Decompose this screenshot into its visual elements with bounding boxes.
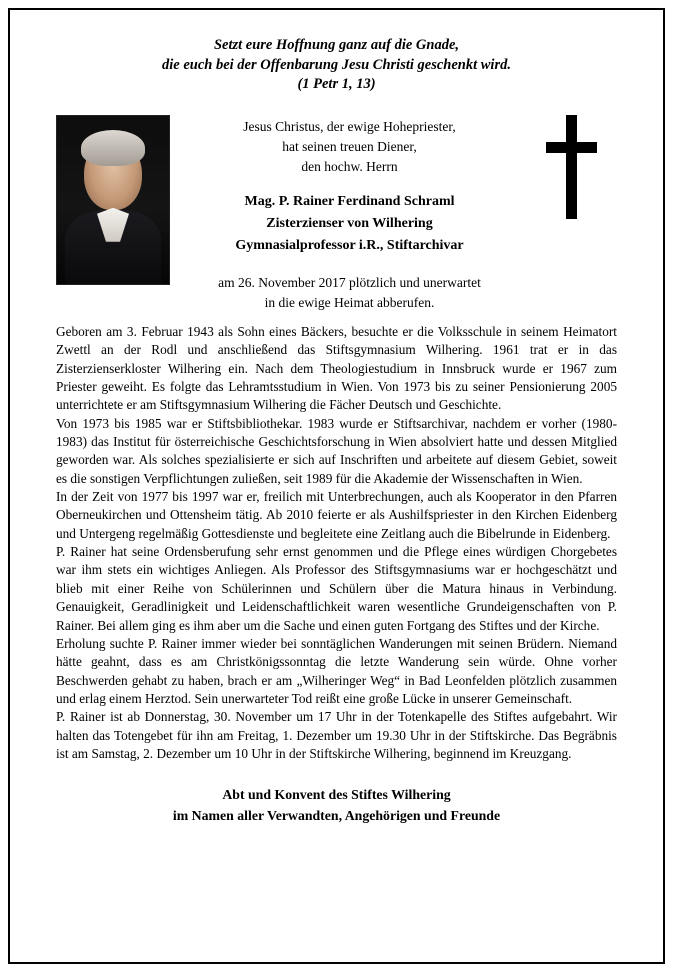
opening-verse xyxy=(56,36,617,95)
obituary-paragraph-1: Geboren am 3. Februar 1943 als Sohn eines Bäckers, besuchte er die Volksschule in seinem Heimatort Zwettl an der Rodl und anschließend das Stiftsgymnasium Wilhering. 1961 trat er in das Zisterzienserkloster Wilhering ein. Nach dem Theologiestudium in Innsbruck wurde er 1967 zum Priester geweiht. Es folgte das Lehramtsstudium in Wien. Von 1973 bis zu seiner Pensionierung 2005 unterrichtete er am Stiftsgymnasium Wilhering die Fächer Deutsch und Geschichte. xyxy=(56,324,617,413)
death-notice xyxy=(180,273,519,314)
obituary-paragraph-4: P. Rainer hat seine Ordensberufung sehr ernst genommen und die Pflege eines würdigen Chorgebetes war ihm stets ein wichtiges Anliegen. Als Professor des Stiftsgymnasiums war er hochgeschätzt und blieb mit einer Reihe von Schülerinnen und Schülern über die Matura hinaus in Verbindung. Genauigkeit, Geradlinigkeit und Leidenschaftlichkeit waren wesentliche Grundeigenschaften von P. Rainer. Bei allem ging es ihm aber um die Sache und einen guten Fortgang des Stiftes und der Kirche. xyxy=(56,544,617,633)
cross-vertical-bar xyxy=(566,115,577,219)
cross-horizontal-bar xyxy=(546,142,597,153)
deceased-order: Zisterzienser von Wilhering xyxy=(266,216,433,232)
verse-line-1: Setzt eure Hoffnung ganz auf die Gnade, xyxy=(213,37,460,53)
header-row xyxy=(56,109,617,313)
card-content xyxy=(10,10,663,962)
intro-line-3: den hochw. Herrn xyxy=(301,159,398,175)
signature-line-1: Abt und Konvent des Stiftes Wilhering xyxy=(222,787,451,803)
intro-line-2: hat seinen treuen Diener, xyxy=(282,138,417,154)
cross-cell xyxy=(525,109,617,219)
portrait-photo xyxy=(56,115,170,285)
verse-line-2: die euch bei der Offenbarung Jesu Christi geschenkt wird. xyxy=(162,56,511,73)
obituary-paragraph-3: In der Zeit von 1977 bis 1997 war er, freilich mit Unterbrechungen, auch als Kooperator in den Pfarren Oberneukirchen und Ottensheim tätig. Ab 2010 feierte er als Aushilfspriester in den Kirchen Eidenberg und Untergeng regelmäßig Gottesdienste und begleitete eine Zeitlang auch die Bibelrunde in Eidenberg. xyxy=(56,489,617,541)
obituary-paragraph-2: Von 1973 bis 1985 war er Stiftsbibliothekar. 1983 wurde er Stiftsarchivar, nachdem er vorher (1980-1983) das Institut für österreichische Geschichtsforschung in Wien absolviert hatte und dessen Mitglied geworden war. Als solches spezialisierte er sich auf Inschriften und arbeitete auf diesem Gebiet, soweit es die sonstigen Verpflichtungen zuließen, seit 1989 für die Akademie der Wissenschaften in Wien. xyxy=(56,415,617,486)
deceased-name: Mag. P. Rainer Ferdinand Schraml xyxy=(244,194,455,210)
intro-text xyxy=(180,117,519,178)
cross-icon xyxy=(542,115,600,219)
intro-line-1: Jesus Christus, der ewige Hohepriester, xyxy=(243,118,456,134)
photo-hair xyxy=(81,130,145,166)
deceased-title: Gymnasialprofessor i.R., Stiftarchivar xyxy=(235,237,464,253)
signature-line-2: im Namen aller Verwandten, Angehörigen und Freunde xyxy=(172,807,501,823)
portrait-cell xyxy=(56,109,174,285)
card-border xyxy=(8,8,665,964)
signature-block xyxy=(56,785,617,826)
obituary-paragraph-6: P. Rainer ist ab Donnerstag, 30. November um 17 Uhr in der Totenkapelle des Stiftes aufgebahrt. Wir halten das Totengebet für ihn am Freitag, 1. Dezember um 19.30 Uhr in der Stiftskirche. Das Begräbnis ist am Samstag, 2. Dezember um 10 Uhr in der Stiftskirche Wilhering, beginnend im Kreuzgang. xyxy=(56,709,617,761)
header-text-cell xyxy=(174,109,525,313)
obituary-body xyxy=(56,323,617,763)
death-date-line: am 26. November 2017 plötzlich und unerwartet xyxy=(218,274,481,290)
death-closing-line: in die ewige Heimat abberufen. xyxy=(264,294,435,310)
obituary-paragraph-5: Erholung suchte P. Rainer immer wieder bei sonntäglichen Wanderungen mit seinen Brüdern. Niemand hätte geahnt, dass es am Christkönigssonntag die letzte Wanderung sein würde. Ohne vorher Beschwerden gehabt zu haben, brach er am „Wilheringer Weg“ in Bad Leonfelden plötzlich zusammen und erlag einem Herztod. Sein unerwarteter Tod reißt eine große Lücke in unserer Gemeinschaft. xyxy=(56,635,617,706)
deceased-name-block xyxy=(180,191,519,256)
verse-citation: (1 Petr 1, 13) xyxy=(297,76,376,93)
